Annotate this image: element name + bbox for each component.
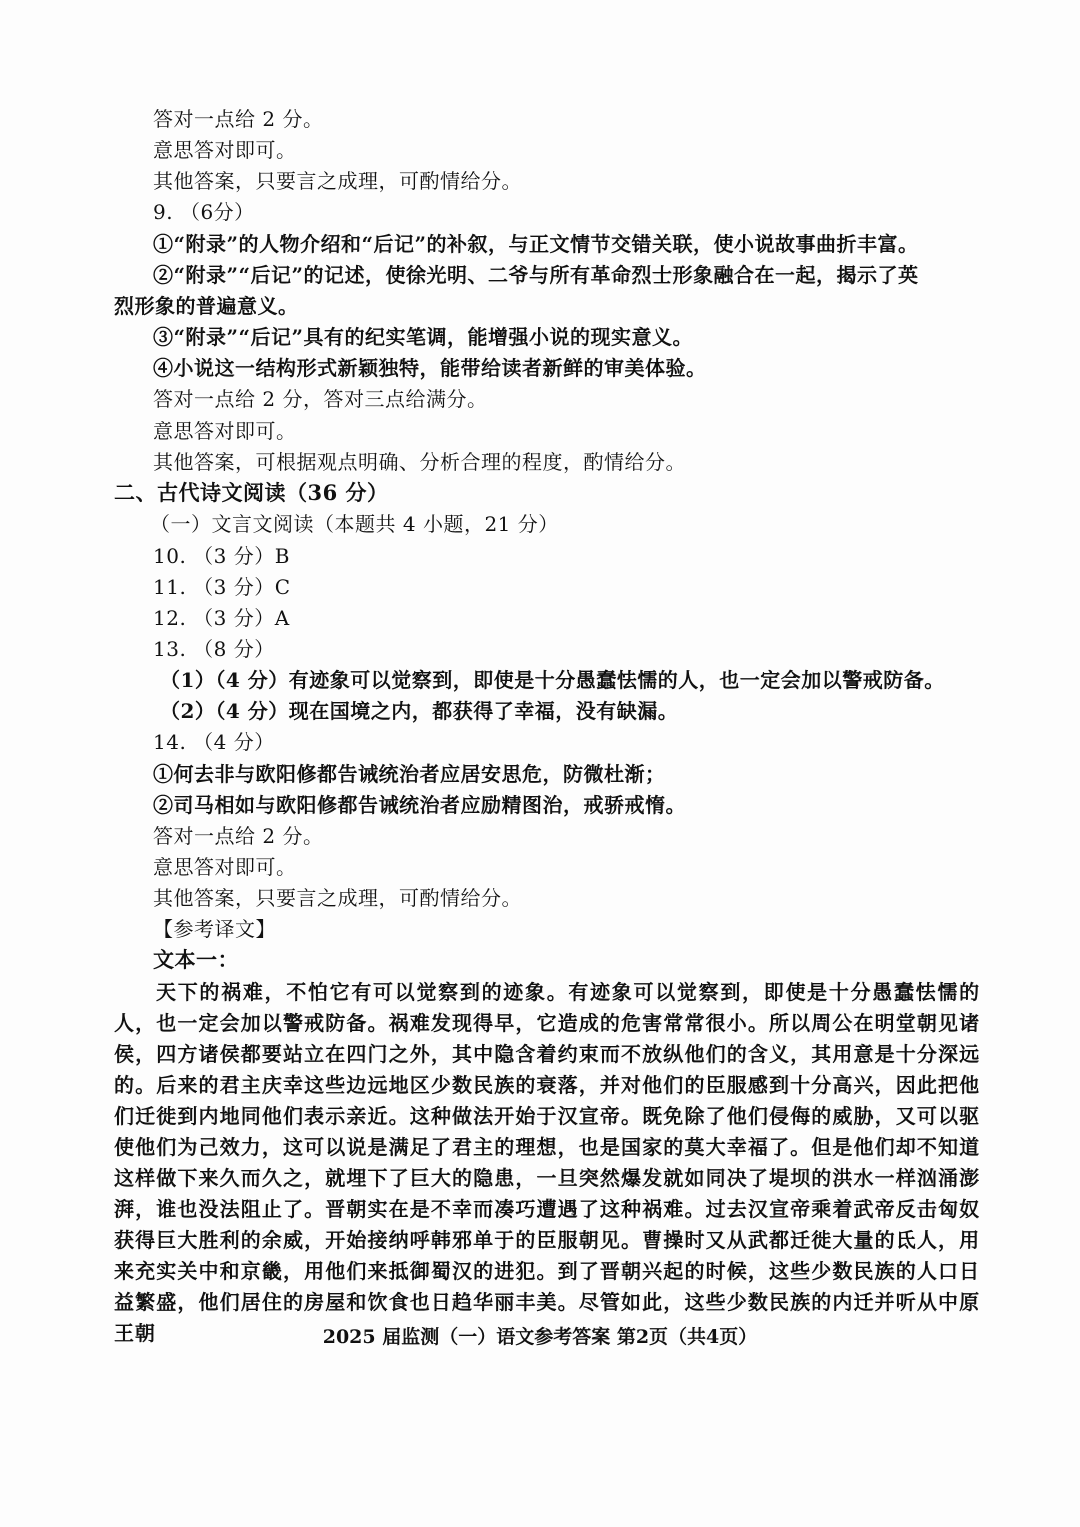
answer-point: ④小说这一结构形式新颖独特，能带给读者新鲜的审美体验。 — [153, 356, 707, 380]
answer-point-continuation: 烈形象的普遍意义。 — [114, 294, 299, 318]
question-number: 14. （4 分） — [153, 730, 275, 754]
scoring-note: 答对一点给 2 分。 — [153, 824, 324, 848]
answer-point: ①何去非与欧阳修都告诫统治者应居安思危，防微杜渐； — [153, 762, 666, 786]
answer-point: ②司马相如与欧阳修都告诫统治者应励精图治，戒骄戒惰。 — [153, 793, 686, 817]
translation-paragraph: 天下的祸难，不怕它有可以觉察到的迹象。有迹象可以觉察到，即使是十分愚蠢怯懦的人，也一定会加以警戒防备。祸难发现得早，它造成的危害常常很小。所以周公在明堂朝见诸侯，四方诸侯都要站立在四门之外，其中隐含着约束而不放纵他们的含义，其用意是十分深远的。后来的君主庆幸这些边远地区少数民族的衰落，并对他们的臣服感到十分高兴，因此把他们迁徙到内地同他们表示亲近。这种做法开始于汉宣帝。既免除了他们侵侮的威胁，又可以驱使他们为己效力，这可以说是满足了君主的理想，也是国家的莫大幸福了。但是他们却不知道这样做下来久而久之，就埋下了巨大的隐患，一旦突然爆发就如同决了堤坝的洪水一样汹涌澎湃，谁也没法阻止了。晋朝实在是不幸而凑巧遭遇了这种祸难。过去汉宣帝乘着武帝反击匈奴获得巨大胜利的余威，开始接纳呼韩邪单于的臣服朝见。曹操时又从武都迁徙大量的氐人，用来充实关中和京畿，用他们来抵御蜀汉的进犯。到了晋朝兴起的时候，这些少数民族的人口日益繁盛，他们居住的房屋和饮食也日趋华丽丰美。尽管如此，这些少数民族的内迁并听从中原王朝 — [114, 980, 980, 1345]
scoring-note: 意思答对即可。 — [153, 138, 297, 162]
section-heading: 二、古代诗文阅读（36 分） — [114, 480, 389, 505]
answer-point: ①“附录”的人物介绍和“后记”的补叙，与正文情节交错关联，使小说故事曲折丰富。 — [153, 232, 919, 256]
scoring-note: 其他答案，只要言之成理，可酌情给分。 — [153, 886, 522, 910]
scoring-note: 其他答案，只要言之成理，可酌情给分。 — [153, 169, 522, 193]
scoring-note: 意思答对即可。 — [153, 855, 297, 879]
answer-item: 10. （3 分）B — [153, 544, 290, 568]
scoring-note: 答对一点给 2 分。 — [153, 107, 324, 131]
reference-translation-heading: 【参考译文】 — [153, 917, 276, 941]
subsection-heading: （一）文言文阅读（本题共 4 小题，21 分） — [150, 512, 559, 536]
page-footer: 2025 届监测（一）语文参考答案 第2页（共4页） — [322, 1326, 758, 1348]
answer-point: ②“附录”“后记”的记述，使徐光明、二爷与所有革命烈士形象融合在一起，揭示了英 — [153, 263, 919, 287]
question-number: 9. （6分） — [153, 200, 255, 224]
answer-item: 11. （3 分）C — [153, 575, 291, 599]
scoring-note: 答对一点给 2 分，答对三点给满分。 — [153, 387, 488, 411]
scoring-note: 其他答案，可根据观点明确、分析合理的程度，酌情给分。 — [153, 450, 686, 474]
answer-point: （1）（4 分）有迹象可以觉察到，即使是十分愚蠢怯懦的人，也一定会加以警戒防备。 — [160, 668, 945, 692]
scoring-note: 意思答对即可。 — [153, 419, 297, 443]
question-number: 13. （8 分） — [153, 637, 275, 661]
text-one-heading: 文本一： — [153, 947, 239, 972]
answer-point: ③“附录”“后记”具有的纪实笔调，能增强小说的现实意义。 — [153, 325, 694, 349]
answer-item: 12. （3 分）A — [153, 606, 290, 630]
answer-point: （2）（4 分）现在国境之内，都获得了幸福，没有缺漏。 — [160, 699, 679, 723]
